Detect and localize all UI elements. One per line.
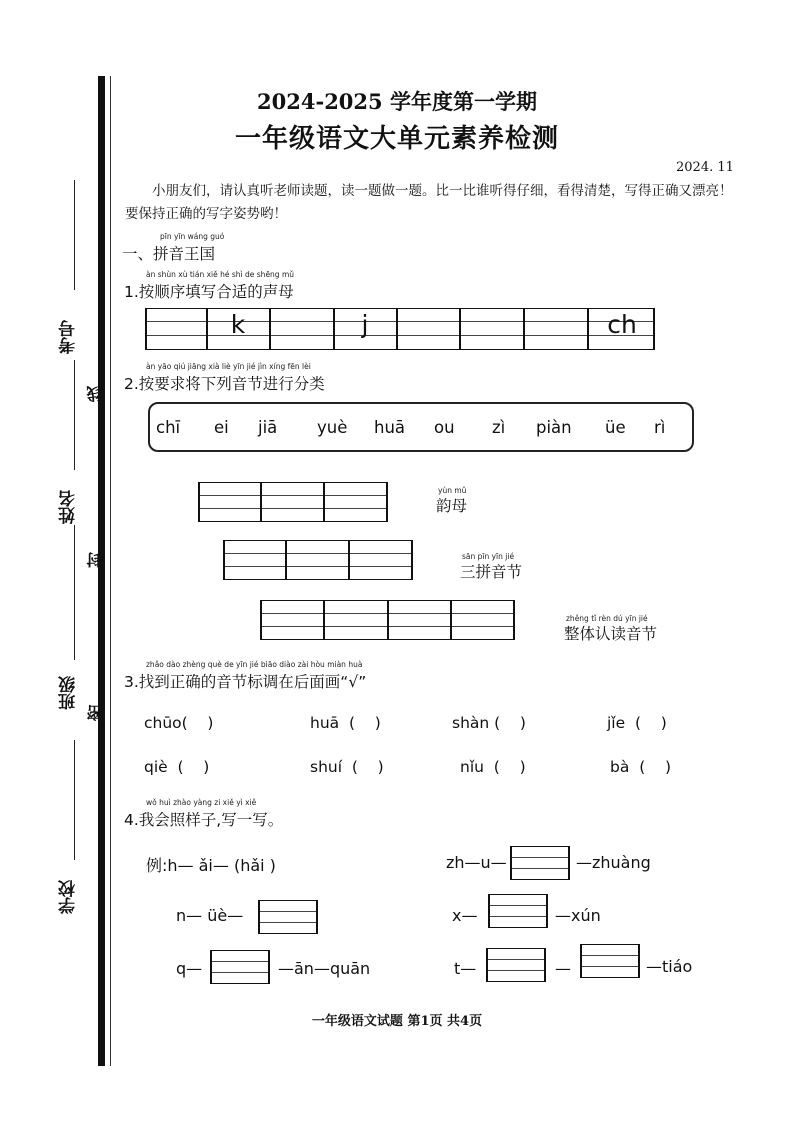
q3-title: 3.找到正确的音节标调在后面画“√” <box>124 673 367 691</box>
q4-n-prefix: n— üè— <box>176 906 244 925</box>
syllable: yuè <box>317 418 348 437</box>
cat1-label: 韵母 <box>436 497 468 515</box>
q4-x-prefix: x— <box>452 906 478 925</box>
syllable-box <box>148 402 694 452</box>
answer-grid-finals[interactable] <box>198 482 388 522</box>
syllable: huā <box>374 418 406 437</box>
q4-q-prefix: q— <box>176 959 203 978</box>
cat3-label: 整体认读音节 <box>564 625 658 643</box>
binding-border-thin <box>110 76 111 1066</box>
cat2-label: 三拼音节 <box>460 563 523 581</box>
q4-zh-suffix: —zhuàng <box>576 853 651 872</box>
q1-pinyin: àn shùn xù tián xiě hé shì de shēng mǔ <box>146 270 295 279</box>
answer-grid-triple[interactable] <box>223 540 413 580</box>
q3-item[interactable]: qiè ( ) <box>144 758 210 776</box>
q3-item[interactable]: bà ( ) <box>610 758 671 776</box>
q4-example: 例:h— ǎi— (hǎi ) <box>146 856 276 875</box>
q1-cell-k: k <box>230 310 246 339</box>
q4-answer-box-n[interactable] <box>258 900 318 934</box>
class-line <box>74 525 75 660</box>
q4-answer-box-t1[interactable] <box>486 948 546 982</box>
section1-pinyin: pīn yīn wáng guó <box>160 232 225 241</box>
q4-pinyin: wǒ huì zhào yàng zi xiě yì xiě <box>146 798 257 807</box>
q4-title: 4.我会照样子,写一写。 <box>124 811 284 829</box>
q4-answer-box-x[interactable] <box>488 894 548 928</box>
q3-item[interactable]: nǐu ( ) <box>460 758 526 776</box>
syllable: ou <box>434 418 455 437</box>
q4-zh-prefix: zh—u— <box>446 853 507 872</box>
q1-fourline-grid <box>145 308 655 350</box>
syllable: chī <box>156 418 181 437</box>
exam-no-label: 考号 <box>59 320 79 354</box>
exam-no-line <box>74 180 75 290</box>
q4-answer-box-t2[interactable] <box>580 944 640 978</box>
cat2-pinyin: sān pīn yīn jié <box>462 552 515 561</box>
q4-t-middle: — <box>555 959 571 978</box>
syllable: rì <box>654 418 666 437</box>
q1-cell-j: j <box>361 310 369 339</box>
q4-t-suffix: —tiáo <box>646 957 693 976</box>
answer-grid-whole[interactable] <box>260 600 515 640</box>
syllable: zì <box>492 418 506 437</box>
q4-q-suffix: —ān—quān <box>278 959 371 978</box>
section1-title: 一、拼音王国 <box>122 245 216 263</box>
exam-date: 2024. 11 <box>676 160 734 175</box>
q3-item[interactable]: shàn ( ) <box>452 714 526 732</box>
q3-pinyin: zhǎo dào zhèng què de yīn jié biāo diào zài hòu miàn huà <box>146 660 363 669</box>
page-title: 一年级语文大单元素养检测 <box>234 124 559 154</box>
q4-x-suffix: —xún <box>555 906 601 925</box>
q4-answer-box-q[interactable] <box>210 950 270 984</box>
q4-answer-box-zh[interactable] <box>510 846 570 880</box>
cut-close-mark: 密 <box>86 705 105 721</box>
q2-pinyin: àn yāo qiú jiāng xià liè yīn jié jìn xíng fēn lèi <box>146 362 311 371</box>
q3-item[interactable]: jǐe ( ) <box>607 714 667 732</box>
q3-item[interactable]: huā ( ) <box>310 714 381 732</box>
binding-border-thick <box>98 76 105 1066</box>
name-line <box>74 360 75 470</box>
q3-item[interactable]: chūo( ) <box>144 714 214 732</box>
q4-t-prefix: t— <box>454 959 477 978</box>
q3-item[interactable]: shuí ( ) <box>310 758 384 776</box>
syllable: üe <box>605 418 626 437</box>
cut-line-mark: 线 <box>86 386 105 402</box>
syllable: piàn <box>536 418 572 437</box>
syllable: jiā <box>258 418 278 437</box>
cat1-pinyin: yùn mǔ <box>438 486 467 495</box>
school-label: 学校 <box>59 880 79 914</box>
q1-title: 1.按顺序填写合适的声母 <box>124 283 294 301</box>
cut-seal-mark: 封 <box>86 552 105 568</box>
q1-cell-ch: ch <box>607 310 637 339</box>
intro-text: 小朋友们，请认真听老师读题，读一题做一题。比一比谁听得仔细，看得清楚，写得正确又漂亮！要保持正确的写字姿势哟！ <box>125 183 733 222</box>
cat3-pinyin: zhěng tǐ rèn dú yīn jié <box>566 614 648 623</box>
page-footer: 一年级语文试题 第1页 共4页 <box>311 1014 483 1029</box>
q2-title: 2.按要求将下列音节进行分类 <box>124 375 325 393</box>
class-label: 班级 <box>59 676 79 710</box>
term-title: 2024-2025 学年度第一学期 <box>257 89 537 114</box>
name-label: 姓名 <box>59 490 79 524</box>
syllable: ei <box>214 418 229 437</box>
school-line <box>74 740 75 860</box>
